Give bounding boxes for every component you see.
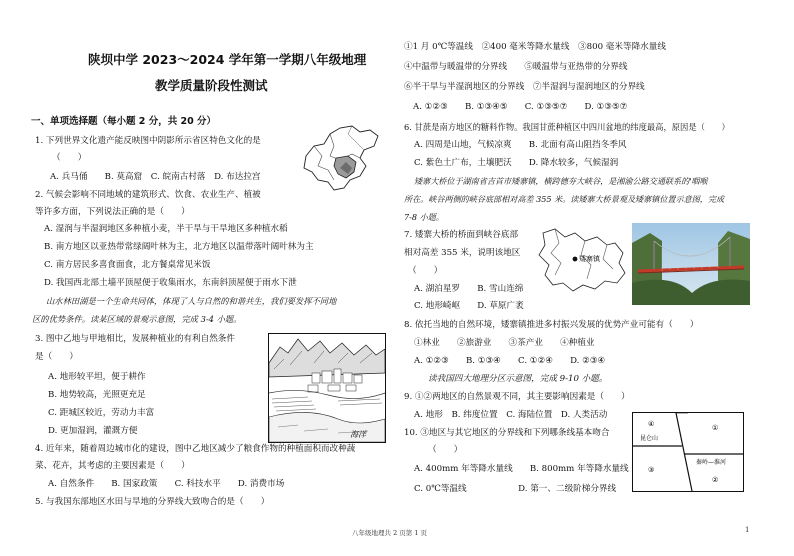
q4-stem-2: 菜、花卉，其考虑的主要因素是（ ）	[35, 461, 190, 471]
section-heading: 一、单项选择题（每小题 2 分，共 20 分）	[31, 116, 217, 127]
q1-options: A. 兵马俑 B. 莫高窟 C. 皖南古村落 D. 布达拉宫	[50, 172, 261, 182]
q2-option-c: C. 南方居民多喜食面食，北方餐桌常见米饭	[44, 260, 211, 270]
four-regions-diagram	[632, 412, 744, 492]
q10-options-cd: C. 0℃等温线 D. 第一、二级阶梯分界线	[414, 484, 617, 494]
q2-stem-1: 2. 气候会影响不同地域的建筑形式、饮食、农业生产、植被	[35, 190, 261, 200]
intro-3-4-line-2: 区的优势条件。读某区域的景观示意图，完成 3-4 小题。	[32, 314, 242, 324]
aizhai-location-map	[535, 223, 630, 295]
q10-paren: （ ）	[428, 445, 463, 455]
exam-subtitle: 教学质量阶段性测试	[155, 78, 268, 93]
q3-option-c: C. 距城区较近，劳动力丰富	[48, 408, 155, 418]
intro-9-10: 读我国四大地理分区示意图，完成 9-10 小题。	[428, 374, 608, 384]
exam-title: 陕坝中学 2023～2024 学年第一学期八年级地理	[88, 52, 367, 67]
q9-stem: 9. ①②两地区的自然景观不同，其主要影响因素是（ ）	[404, 392, 630, 402]
qinling-label: 秦岭—淮河	[696, 459, 727, 466]
kunlun-label: 昆仑山	[640, 435, 659, 442]
region-2-label: ②	[712, 476, 719, 484]
q3-option-d: D. 更加湿润，灌溉方便	[48, 426, 138, 436]
q8-stem: 8. 依托当地的自然环境，矮寨镇推进多村振兴发展的优势产业可能有（ ）	[404, 320, 699, 330]
q2-option-d: D. 我国西北部土墙平顶屋便于收集雨水，东南斜顶屋便于雨水下泄	[44, 278, 297, 288]
q4-options: A. 自然条件 B. 国家政策 C. 科技水平 D. 消费市场	[48, 479, 285, 489]
q3-stem-2: 是（ ）	[35, 352, 78, 362]
footer-page-info: 八年级地理共 2 页第 1 页	[352, 529, 428, 537]
q8-items: ①林业 ②旅游业 ③茶产业 ④种植业	[414, 338, 595, 348]
region-3-label: ③	[648, 466, 655, 474]
q3-stem-1: 3. 图中乙地与甲地相比，发展种植业的有利自然条件	[35, 334, 235, 344]
sea-label: 海洋	[350, 430, 366, 439]
q5-answer-options: A. ①②③ B. ①③④⑤ C. ①③⑤⑦ D. ①③⑤⑦	[413, 102, 628, 112]
aizhai-bridge-photo	[632, 223, 750, 305]
q10-options-ab: A. 400mm 年等降水量线 B. 800mm 年等降水量线	[414, 464, 629, 474]
q5-options-line-1: ①1 月 0℃等温线 ②400 毫米等降水量线 ③800 毫米等降水量线	[404, 42, 666, 52]
q6-stem: 6. 甘蔗是南方地区的糖料作物。我国甘蔗种植区中四川盆地的纬度最高，原因是（ ）	[404, 122, 730, 132]
q1-paren: （ ）	[52, 153, 87, 163]
q7-stem-2: 相对高差 355 米，说明该地区	[404, 248, 521, 258]
q5-options-line-3: ⑥半干旱与半湿润地区的分界线 ⑦半湿润与湿润地区的分界线	[404, 82, 645, 92]
q8-options: A. ①②③ B. ①③④ C. ①②④ D. ②③④	[414, 356, 606, 366]
q9-options: A. 地形 B. 纬度位置 C. 海陆位置 D. 人类活动	[414, 410, 608, 420]
q5-stem: 5. 与我国东部地区水田与旱地的分界线大致吻合的是（ ）	[35, 497, 270, 507]
q7-options-cd: C. 地形崎岖 D. 草原广袤	[414, 301, 524, 311]
q1-stem: 1. 下列世界文化遗产能反映图中阴影所示省区特色文化的是	[35, 136, 261, 146]
q2-option-b: B. 南方地区以亚热带常绿阔叶林为主，北方地区以温带落叶阔叶林为主	[44, 242, 314, 252]
landscape-sketch	[268, 333, 386, 443]
q7-paren: （ ）	[408, 266, 443, 276]
q6-options-cd: C. 紫色土广布，土壤肥沃 D. 降水较多，气候湿润	[414, 158, 619, 168]
q2-option-a: A. 湿润与半湿润地区多种植小麦，半干旱与干旱地区多种植水稻	[44, 224, 288, 234]
intro-7-8-line-3: 7-8 小题。	[404, 212, 444, 222]
aizhai-town-label: 矮寨镇	[579, 255, 600, 263]
q7-stem-1: 7. 矮寨大桥的桥面到峡谷底部	[404, 230, 519, 240]
q4-stem-1: 4. 近年来，随着周边城市化的建设，图中乙地区减少了粮食作物的种植面积而改种蔬	[35, 444, 356, 454]
region-4-label: ④	[648, 420, 655, 428]
q5-options-line-2: ④中温带与暖温带的分界线 ⑤暖温带与亚热带的分界线	[404, 62, 628, 72]
region-1-label: ①	[712, 424, 719, 432]
q3-option-b: B. 地势较高，光照更充足	[48, 390, 146, 400]
province-map	[300, 122, 382, 194]
q7-options-ab: A. 湖泊星罗 B. 雪山连绵	[414, 284, 524, 294]
intro-7-8-line-1: 矮寨大桥位于湖南省吉首市矮寨镇，横跨德夯大峡谷，是湘渝公路交通联系的'咽喉	[414, 176, 708, 186]
q10-stem: 10. ③地区与其它地区的分界线和下列哪条线基本吻合	[404, 428, 610, 438]
q3-option-a: A. 地形较平坦，便于耕作	[48, 372, 146, 382]
q2-stem-2: 等许多方面，下列说法正确的是（ ）	[35, 207, 190, 217]
footer-page-number: 1	[745, 526, 750, 534]
q6-options-ab: A. 四周是山地，气候凉爽 B. 北面有高山阻挡冬季风	[414, 140, 627, 150]
intro-3-4-line-1: 山水林田湖是一个生命共同体，体现了人与自然的和谐共生，我们要发挥不同地	[46, 296, 337, 306]
intro-7-8-line-2: 所在。峡谷两侧的峡谷底部相对高差 355 米。读矮寨大桥景观及矮寨镇位置示意图，完成	[404, 194, 725, 204]
